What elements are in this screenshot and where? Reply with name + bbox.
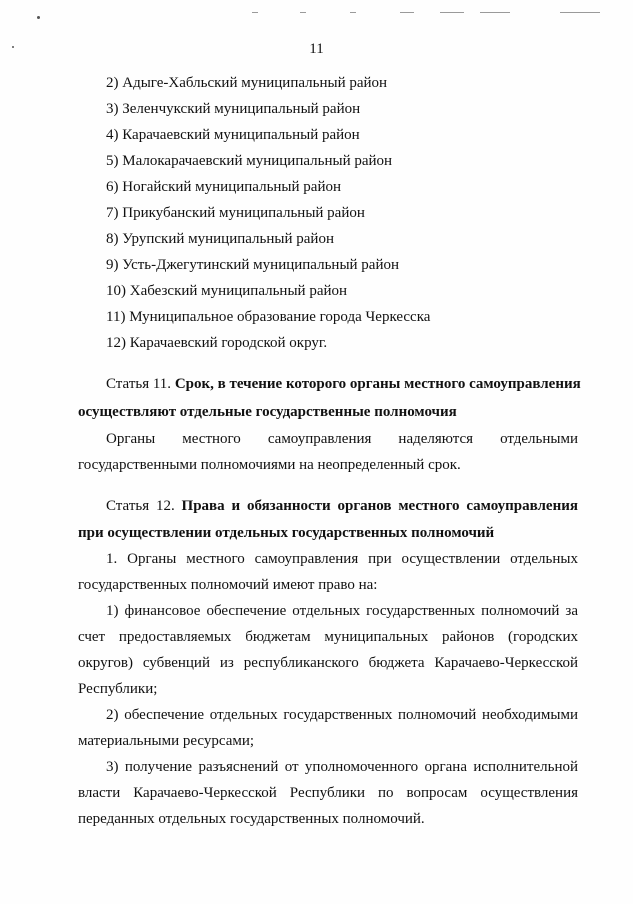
list-item: 2) Адыге-Хабльский муниципальный район — [106, 75, 388, 91]
list-item: 10) Хабезский муниципальный район — [106, 283, 348, 299]
list-item: 11) Муниципальное образование города Черкесска — [106, 309, 431, 325]
article-12-item-2-cont: материальными ресурсами; — [78, 733, 255, 749]
article-12-item-3-cont: власти Карачаево-Черкесской Республики по вопросам осуществления — [78, 785, 578, 801]
article-12-item-1: 1) финансовое обеспечение отдельных государственных полномочий за — [106, 603, 578, 619]
list-item: 4) Карачаевский муниципальный район — [106, 127, 360, 143]
article-12-item-1-cont: счет предоставляемых бюджетам муниципальных районов (городских — [78, 629, 578, 645]
article-11-body: Органы местного самоуправления наделяются отдельными — [106, 431, 578, 447]
article-12-item-2: 2) обеспечение отдельных государственных полномочий необходимыми — [106, 707, 578, 723]
list-item: 5) Малокарачаевский муниципальный район — [106, 153, 393, 169]
scan-artifact — [400, 12, 414, 13]
article-11-title: Срок, в течение которого органы местного самоуправления — [174, 376, 581, 392]
article-12-paragraph-1: 1. Органы местного самоуправления при осуществлении отдельных — [106, 551, 578, 567]
scan-artifact — [350, 12, 356, 13]
scan-artifact — [300, 12, 306, 13]
article-12-title: Права и обязанности органов местного самоуправления — [181, 498, 578, 514]
scan-dot — [37, 16, 40, 19]
article-12-item-1-cont: Республики; — [78, 681, 158, 697]
scan-artifact — [440, 12, 464, 13]
page-number: 11 — [309, 41, 324, 57]
article-12-prefix: Статья 12. — [106, 498, 175, 514]
list-item: 12) Карачаевский городской округ. — [106, 335, 328, 351]
article-11-title-cont: осуществляют отдельные государственные полномочия — [78, 404, 457, 420]
list-item: 7) Прикубанский муниципальный район — [106, 205, 365, 221]
scan-artifact — [480, 12, 510, 13]
article-12-paragraph-1-cont: государственных полномочий имеют право на: — [78, 577, 378, 593]
scan-artifact — [560, 12, 600, 13]
list-item: 3) Зеленчукский муниципальный район — [106, 101, 361, 117]
article-12-title-cont: при осуществлении отдельных государственных полномочий — [78, 525, 495, 541]
article-12-item-1-cont: округов) субвенций из республиканского бюджета Карачаево-Черкесской — [78, 655, 578, 671]
article-12-item-3-cont: переданных отдельных государственных полномочий. — [78, 811, 425, 827]
article-11-heading — [106, 374, 581, 394]
list-item: 8) Урупский муниципальный район — [106, 231, 334, 247]
list-item: 9) Усть-Джегутинский муниципальный район — [106, 257, 400, 273]
scan-top-edge — [0, 0, 633, 18]
article-12-item-3: 3) получение разъяснений от уполномоченного органа исполнительной — [106, 759, 578, 775]
article-12-heading — [106, 496, 578, 516]
list-item: 6) Ногайский муниципальный район — [106, 179, 342, 195]
article-11-prefix: Статья 11. — [106, 376, 172, 392]
scan-artifact — [252, 12, 258, 13]
article-11-body-cont: государственными полномочиями на неопределенный срок. — [78, 457, 461, 473]
